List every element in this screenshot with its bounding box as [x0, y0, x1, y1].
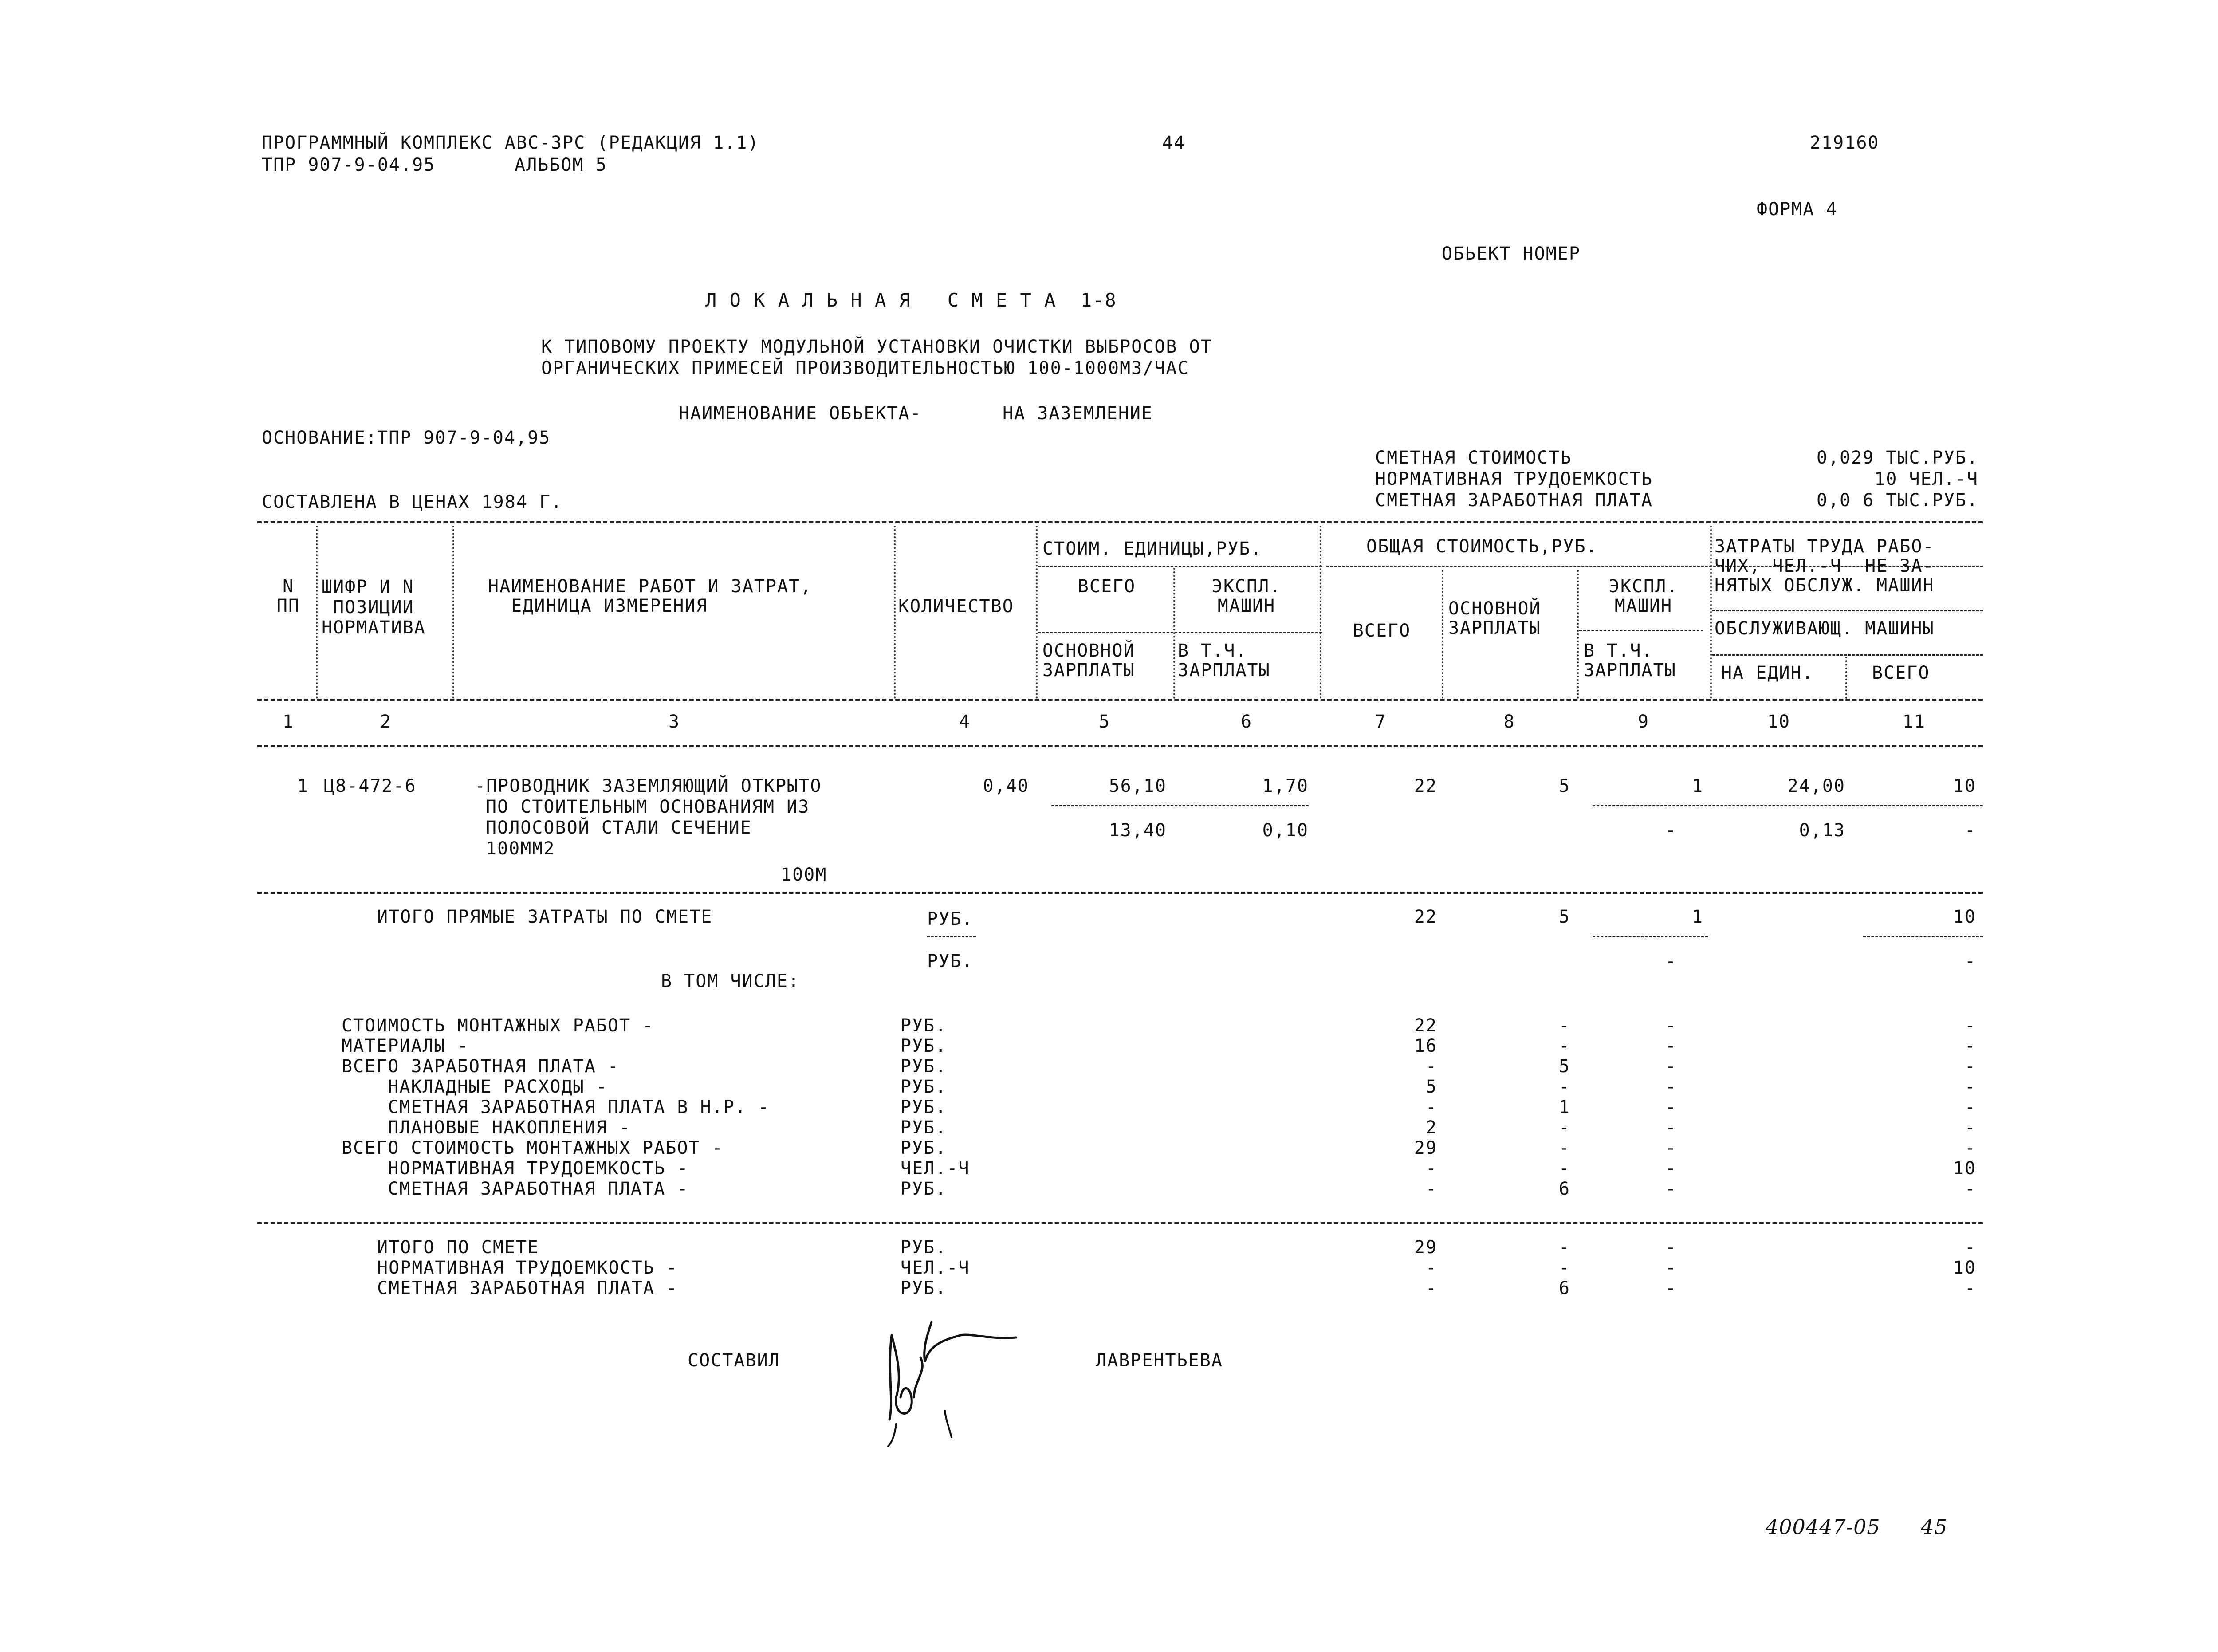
totals-row-total: - [1425, 1278, 1437, 1298]
direct-costs-labor-dash: - [1964, 951, 1976, 972]
column-number: 7 [1375, 712, 1387, 732]
breakdown-row-unit: РУБ. [901, 1117, 947, 1138]
header-inner-rule [1712, 610, 1983, 611]
archive-page: 45 [1921, 1515, 1948, 1539]
breakdown-row-label: СМЕТНАЯ ЗАРАБОТНАЯ ПЛАТА В Н.Р. - [342, 1097, 770, 1117]
breakdown-row-machines: - [1665, 1117, 1677, 1138]
item-quantity: 0,40 [983, 776, 1029, 796]
totals-row-machines: - [1665, 1278, 1677, 1298]
breakdown-row-wages: - [1558, 1158, 1570, 1179]
column-separator [1710, 526, 1712, 699]
breakdown-row-labor: - [1964, 1015, 1976, 1036]
column-number: 3 [668, 712, 680, 732]
direct-costs-machines-dash: - [1665, 951, 1677, 972]
breakdown-row-label: ВСЕГО СТОИМОСТЬ МОНТАЖНЫХ РАБОТ - [342, 1138, 724, 1158]
table-header-rule [257, 699, 1983, 701]
direct-costs-label: ИТОГО ПРЯМЫЕ ЗАТРАТЫ ПО СМЕТЕ [377, 907, 713, 927]
breakdown-row-total: - [1425, 1097, 1437, 1117]
column-number: 2 [380, 712, 392, 732]
breakdown-row-labor: - [1964, 1117, 1976, 1138]
direct-costs-wages: 5 [1558, 907, 1570, 927]
header-inner-rule [1579, 630, 1703, 631]
column-separator [316, 526, 318, 699]
item-bottom-rule [257, 892, 1983, 894]
breakdown-row-total: - [1425, 1056, 1437, 1077]
col-header-labor-total: ВСЕГО [1872, 663, 1930, 683]
column-number: 4 [959, 712, 971, 732]
totals-row-label: НОРМАТИВНАЯ ТРУДОЕМКОСТЬ - [377, 1258, 678, 1278]
col-header-code: ШИФР И N ПОЗИЦИИ НОРМАТИВА [322, 577, 426, 638]
archive-code: 400447-05 [1766, 1515, 1880, 1539]
breakdown-row-wages: - [1558, 1077, 1570, 1097]
breakdown-row-label: СМЕТНАЯ ЗАРАБОТНАЯ ПЛАТА - [342, 1179, 689, 1199]
col-header-total-wages: ОСНОВНОЙ ЗАРПЛАТЫ [1448, 598, 1541, 638]
breakdown-row-machines: - [1665, 1036, 1677, 1056]
breakdown-row-machines: - [1665, 1138, 1677, 1158]
basis-value: ТПР 907-9-04,95 [377, 428, 551, 448]
col-header-labor-per-unit: НА ЕДИН. [1721, 663, 1814, 683]
item-name-line: ПО СТОИТЕЛЬНЫМ ОСНОВАНИЯМ ИЗ [486, 797, 810, 817]
column-separator [1173, 568, 1175, 699]
column-separator [894, 526, 896, 699]
totals-row-unit: РУБ. [901, 1237, 947, 1258]
direct-costs-unit: РУБ. [927, 909, 974, 929]
direct-costs-inner-rule [1863, 936, 1983, 937]
breakdown-row-total: - [1425, 1158, 1437, 1179]
breakdown-row-unit: РУБ. [901, 1015, 947, 1036]
totals-row-unit: ЧЕЛ.-Ч [901, 1258, 970, 1278]
column-separator [1845, 657, 1847, 699]
col-header-number: N ПП [276, 576, 300, 616]
totals-row-labor: 10 [1953, 1258, 1976, 1278]
summary-label: НОРМАТИВНАЯ ТРУДОЕМКОСТЬ [1375, 469, 1653, 489]
column-number: 11 [1902, 712, 1926, 732]
breakdown-row-labor: - [1964, 1056, 1976, 1077]
breakdown-row-wages: - [1558, 1015, 1570, 1036]
item-total-incl-wages: - [1665, 820, 1677, 841]
breakdown-bottom-rule [257, 1222, 1983, 1224]
col-header-unit-total: ВСЕГО [1078, 576, 1136, 597]
breakdown-row-total: 5 [1425, 1077, 1437, 1097]
prices-label: СОСТАВЛЕНА В ЦЕНАХ 1984 Г. [262, 492, 563, 512]
totals-row-unit: РУБ. [901, 1278, 947, 1298]
breakdown-row-labor: - [1964, 1138, 1976, 1158]
page-number: 44 [1162, 133, 1186, 153]
column-number: 8 [1503, 712, 1515, 732]
column-number-rule [257, 745, 1983, 747]
summary-value: 0,0 6 ТЫС.РУБ. [1816, 490, 1978, 511]
totals-row-machines: - [1665, 1258, 1677, 1278]
header-inner-rule [1038, 566, 1322, 567]
col-header-unit-incl-wages: В Т.Ч. ЗАРПЛАТЫ [1178, 641, 1270, 680]
estimate-subtitle-line1: К ТИПОВОМУ ПРОЕКТУ МОДУЛЬНОЙ УСТАНОВКИ ОЧИСТКИ ВЫБРОСОВ ОТ [541, 337, 1212, 357]
direct-costs-inner-rule [1593, 936, 1708, 937]
breakdown-row-label: ВСЕГО ЗАРАБОТНАЯ ПЛАТА - [342, 1056, 619, 1077]
signature-label: СОСТАВИЛ [688, 1350, 780, 1371]
breakdown-row-wages: 1 [1558, 1097, 1570, 1117]
totals-row-wages: - [1558, 1258, 1570, 1278]
item-inner-rule [1051, 805, 1309, 806]
totals-row-total: - [1425, 1258, 1437, 1278]
basis-label: ОСНОВАНИЕ: [262, 428, 378, 448]
breakdown-row-unit: РУБ. [901, 1056, 947, 1077]
column-number: 5 [1098, 712, 1111, 732]
col-header-labor-service: ОБСЛУЖИВАЮЩ. МАШИНЫ [1715, 618, 1935, 639]
col-header-name: НАИМЕНОВАНИЕ РАБОТ И ЗАТРАТ, ЕДИНИЦА ИЗМЕРЕНИЯ [488, 576, 812, 616]
breakdown-row-machines: - [1665, 1097, 1677, 1117]
estimate-subtitle-line2: ОРГАНИЧЕСКИХ ПРИМЕСЕЙ ПРОИЗВОДИТЕЛЬНОСТЬЮ 100-1000М3/ЧАС [541, 358, 1189, 378]
column-separator [1442, 570, 1443, 699]
item-unit-wages: 13,40 [1109, 820, 1167, 841]
direct-costs-inner-rule [927, 936, 976, 937]
item-unit-total: 56,10 [1109, 776, 1167, 796]
item-total: 22 [1414, 776, 1437, 796]
item-number: 1 [297, 776, 309, 796]
direct-costs-labor: 10 [1953, 907, 1976, 927]
col-header-total-machines: ЭКСПЛ. МАШИН [1608, 576, 1679, 616]
estimate-title: Л О К А Л Ь Н А Я С М Е Т А 1-8 [705, 289, 1117, 311]
breakdown-row-unit: РУБ. [901, 1138, 947, 1158]
breakdown-row-labor: 10 [1953, 1158, 1976, 1179]
item-unit: 100М [781, 865, 827, 885]
object-name-label: НАИМЕНОВАНИЕ ОБЬЕКТА- [679, 403, 922, 424]
direct-costs-total: 22 [1414, 907, 1437, 927]
column-separator [452, 526, 454, 699]
breakdown-row-wages: - [1558, 1138, 1570, 1158]
item-labor-per-unit: 24,00 [1787, 776, 1845, 796]
breakdown-row-labor: - [1964, 1036, 1976, 1056]
item-name-line: 100ММ2 [486, 838, 555, 859]
including-label: В ТОМ ЧИСЛЕ: [661, 971, 800, 991]
totals-row-total: 29 [1414, 1237, 1437, 1258]
totals-row-wages: 6 [1558, 1278, 1570, 1298]
item-unit-incl-wages: 0,10 [1262, 820, 1309, 841]
item-total-machines: 1 [1691, 776, 1703, 796]
breakdown-row-label: ПЛАНОВЫЕ НАКОПЛЕНИЯ - [342, 1117, 631, 1138]
col-header-unit-cost: СТОИМ. ЕДИНИЦЫ,РУБ. [1042, 539, 1262, 559]
summary-label: СМЕТНАЯ СТОИМОСТЬ [1375, 448, 1572, 468]
column-number: 10 [1767, 712, 1791, 732]
col-header-unit-wages: ОСНОВНОЙ ЗАРПЛАТЫ [1042, 641, 1135, 680]
breakdown-row-wages: - [1558, 1117, 1570, 1138]
breakdown-row-total: 2 [1425, 1117, 1437, 1138]
breakdown-row-labor: - [1964, 1179, 1976, 1199]
column-number: 1 [282, 712, 295, 732]
breakdown-row-unit: РУБ. [901, 1077, 947, 1097]
totals-row-machines: - [1665, 1237, 1677, 1258]
breakdown-row-total: 16 [1414, 1036, 1437, 1056]
signature-name: ЛАВРЕНТЬЕВА [1096, 1350, 1223, 1371]
item-labor-per-unit-service: 0,13 [1799, 820, 1845, 841]
breakdown-row-wages: - [1558, 1036, 1570, 1056]
header-inner-rule [1038, 632, 1322, 633]
item-inner-rule [1593, 805, 1983, 806]
project-code: ТПР 907-9-04.95 [262, 155, 436, 175]
col-header-total-all: ВСЕГО [1353, 621, 1411, 641]
breakdown-row-labor: - [1964, 1077, 1976, 1097]
breakdown-row-wages: 5 [1558, 1056, 1570, 1077]
col-header-unit-machines: ЭКСПЛ. МАШИН [1211, 576, 1282, 616]
album-label: АЛЬБОМ 5 [515, 155, 607, 175]
item-labor-total: 10 [1953, 776, 1976, 796]
breakdown-row-labor: - [1964, 1097, 1976, 1117]
breakdown-row-label: МАТЕРИАЛЫ - [342, 1036, 469, 1056]
item-name-line: -ПРОВОДНИК ЗАЗЕМЛЯЮЩИЙ ОТКРЫТО [475, 776, 822, 796]
direct-costs-unit: РУБ. [927, 951, 974, 972]
column-number: 6 [1240, 712, 1253, 732]
column-number: 9 [1637, 712, 1650, 732]
doc-number: 219160 [1810, 133, 1880, 153]
col-header-total-incl-wages: В Т.Ч. ЗАРПЛАТЫ [1584, 641, 1676, 680]
breakdown-row-machines: - [1665, 1077, 1677, 1097]
breakdown-row-machines: - [1665, 1179, 1677, 1199]
column-separator [1577, 570, 1579, 699]
item-code: Ц8-472-6 [324, 776, 417, 796]
program-name: ПРОГРАММНЫЙ КОМПЛЕКС АВС-3РС (РЕДАКЦИЯ 1.1) [262, 133, 759, 153]
column-separator [1320, 526, 1321, 699]
summary-label: СМЕТНАЯ ЗАРАБОТНАЯ ПЛАТА [1375, 490, 1653, 511]
object-number-label: ОБЬЕКТ НОМЕР [1442, 244, 1581, 264]
breakdown-row-unit: ЧЕЛ.-Ч [901, 1158, 970, 1179]
object-name: НА ЗАЗЕМЛЕНИЕ [1003, 403, 1153, 424]
direct-costs-machines: 1 [1691, 907, 1703, 927]
item-unit-machines: 1,70 [1262, 776, 1309, 796]
totals-row-wages: - [1558, 1237, 1570, 1258]
summary-value: 10 ЧЕЛ.-Ч [1874, 469, 1978, 489]
item-name-line: ПОЛОСОВОЙ СТАЛИ СЕЧЕНИЕ [486, 818, 752, 838]
totals-row-label: ИТОГО ПО СМЕТЕ [377, 1237, 539, 1258]
breakdown-row-wages: 6 [1558, 1179, 1570, 1199]
col-header-labor: ЗАТРАТЫ ТРУДА РАБО- ЧИХ, ЧЕЛ.-Ч НЕ ЗА- НЯТЫХ ОБСЛУЖ. МАШИН [1715, 536, 1935, 596]
breakdown-row-total: 22 [1414, 1015, 1437, 1036]
totals-row-labor: - [1964, 1237, 1976, 1258]
totals-row-label: СМЕТНАЯ ЗАРАБОТНАЯ ПЛАТА - [377, 1278, 678, 1298]
breakdown-row-unit: РУБ. [901, 1097, 947, 1117]
breakdown-row-label: НОРМАТИВНАЯ ТРУДОЕМКОСТЬ - [342, 1158, 689, 1179]
col-header-total-cost: ОБЩАЯ СТОИМОСТЬ,РУБ. [1366, 536, 1598, 557]
totals-row-labor: - [1964, 1278, 1976, 1298]
item-total-wages: 5 [1558, 776, 1570, 796]
col-header-quantity: КОЛИЧЕСТВО [898, 596, 1014, 617]
breakdown-row-label: СТОИМОСТЬ МОНТАЖНЫХ РАБОТ - [342, 1015, 654, 1036]
breakdown-row-label: НАКЛАДНЫЕ РАСХОДЫ - [342, 1077, 608, 1097]
summary-value: 0,029 ТЫС.РУБ. [1816, 448, 1978, 468]
breakdown-row-total: 29 [1414, 1138, 1437, 1158]
breakdown-row-machines: - [1665, 1015, 1677, 1036]
table-top-rule [257, 521, 1983, 523]
signature [883, 1309, 1060, 1459]
form-label: ФОРМА 4 [1757, 199, 1838, 220]
breakdown-row-unit: РУБ. [901, 1179, 947, 1199]
breakdown-row-unit: РУБ. [901, 1036, 947, 1056]
breakdown-row-machines: - [1665, 1158, 1677, 1179]
breakdown-row-total: - [1425, 1179, 1437, 1199]
breakdown-row-machines: - [1665, 1056, 1677, 1077]
header-inner-rule [1712, 654, 1983, 656]
item-labor-total-service: - [1964, 820, 1976, 841]
column-separator [1036, 526, 1038, 699]
